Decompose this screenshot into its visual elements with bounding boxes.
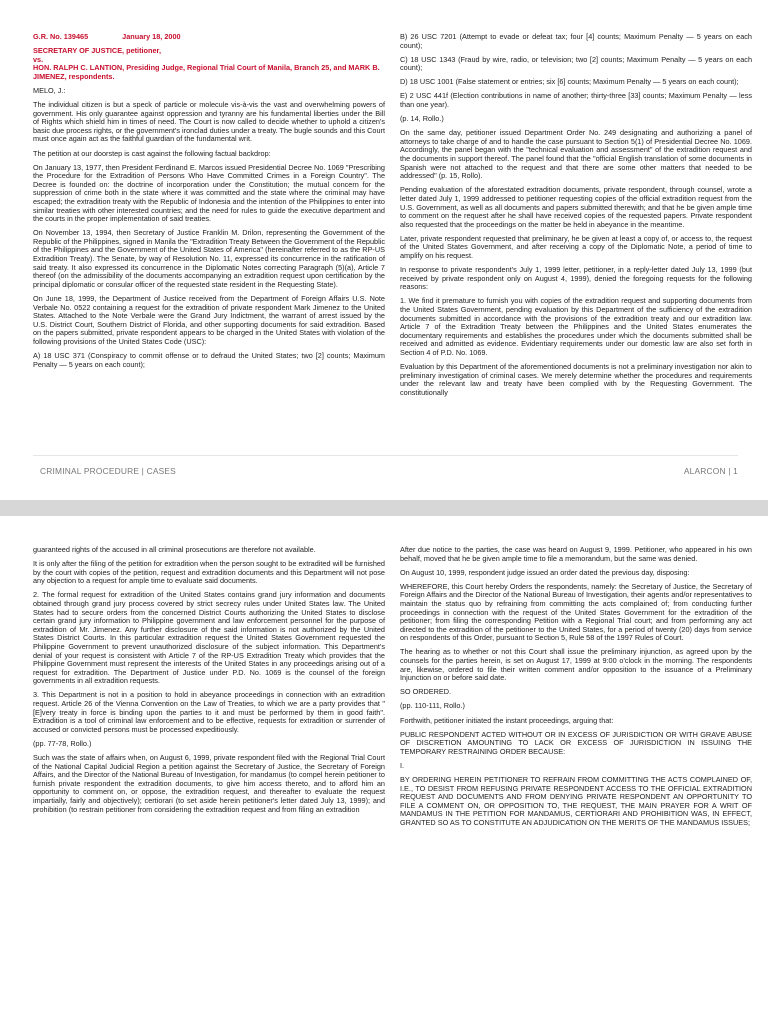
page1-left-column [33,33,385,375]
citation: (pp. 110-111, Rollo.) [400,701,465,711]
paragraph: Evaluation by this Department of the aforementioned documents is not a preliminary investigation nor akin to preliminary investigation of criminal cases. We merely determine whether the procedures and requirements under the relevant law and treaty have been complied with by the Requesting Government. The constitutionally [400,362,752,397]
paragraph: The hearing as to whether or not this Court shall issue the preliminary injunction, as agreed upon by the counsels for the parties herein, is set on August 17, 1999 at 9:00 o'clock in the morning. The respondents are, likewise, ordered to file their written comment and/or opposition to the issuance of a Preliminary Injunction on or before said date. [400,647,752,683]
paragraph: Such was the state of affairs when, on August 6, 1999, private respondent filed with the Regional Trial Court of the National Capital Judicial Region a petition against the Secretary of Justice, the Secretary of Foreign Affairs, and the Director of the National Bureau of Investigation, for mandamus (to compel herein petitioner to furnish private respondent the extradition documents, to give him access thereto, and to afford him an opportunity to comment on, or oppose, the extradition request, and thereafter to evaluate the request impartially, fairly and objectively); certiorari (to set aside herein petitioner's letter dated July 13, 1999); and prohibition (to restrain petitioner from considering the extradition request and from filing an extradition [33,752,385,814]
case-date: January 18, 2000 [122,32,181,41]
document-page-2 [0,516,768,1024]
citation: (p. 14, Rollo.) [400,114,444,124]
paragraph: In response to private respondent's July 1, 1999 letter, petitioner, in a reply-letter dated July 13, 1999 (but received by private respondent only on August 4, 1999), denied the foregoing requests for the following reasons: [400,265,752,292]
paragraph: 3. This Department is not in a position to hold in abeyance proceedings in connection with an extradition request. Article 26 of the Vienna Convention on the Law of Treaties, to which we are a party provides that "[E]very treaty in force is binding upon the parties to it and must be performed by them in good faith". Extradition is a tool of criminal law enforcement and to be effective, requests for extradition or surrender of accused or convicted persons must be processed expeditiously. [33,690,385,734]
paragraph: Later, private respondent requested that preliminary, he be given at least a copy of, or access to, the request of the United States Government, and after receiving a copy of the Diplomatic Note, a period of time to amplify on his request. [400,233,752,260]
paragraph: SO ORDERED. [400,687,452,697]
page2-right-column [400,546,752,833]
ponente: MELO, J.: [33,85,66,95]
paragraph: On the same day, petitioner issued Department Order No. 249 designating and authorizing a panel of attorneys to take charge of and to handle the case pursuant to Section 5(1) of Presidential Decree No. 1069. Accordingly, the panel began with the "technical evaluation and assessment" of the extradition request and the documents in support thereof. The panel found that the "official English translation of some documents in Spanish were not attached to the request and that there are some other matters that needed to be addressed" (p. 15, Rollo). [400,128,752,181]
paragraph: 1. We find it premature to furnish you with copies of the extradition request and supporting documents from the United States Government, pending evaluation by this Department of the sufficiency of the extradition documents submitted in accordance with the provisions of the extradition treaty and our extradition law. Article 7 of the Extradition Treaty between the Philippines and the United States enumerates the documentary requirements and establishes the procedures under which the documents submitted shall be received and admitted as evidence. Evidentiary requirements under our domestic law are also set forth in Section 4 of P.D. No. 1069. [400,296,752,357]
paragraph: C) 18 USC 1343 (Fraud by wire, radio, or television; two [2] counts; Maximum Penalty — 5 years on each count); [400,54,752,73]
versus-line: vs. [33,54,44,64]
paragraph: On January 13, 1977, then President Ferdinand E. Marcos issued Presidential Decree No. 1069 "Prescribing the Procedure for the Extradition of Persons Who Have Committed Crimes in a Foreign Country". The Decree is founded on: the doctrine of incorporation under the Constitution; the mutual concern for the suppression of crime both in the state where it was committed and the state where the criminal may have escaped; the extradition treaty with the Republic of Indonesia and the intention of the Philippines to enter into similar treaties with other interested countries; and the need for rules to guide the executive department and the courts in the proper implementation of said treaties. [33,162,385,224]
paragraph: The petition at our doorstep is cast against the following factual backdrop: [33,148,271,158]
case-number-line [33,33,385,42]
paragraph: I. [400,760,405,770]
paragraph: A) 18 USC 371 (Conspiracy to commit offense or to defraud the United States; two [2] counts; Maximum Penalty — 5 years on each count); [33,351,385,369]
petitioner-line: SECRETARY OF JUSTICE, petitioner, [33,46,161,56]
document-page-1 [0,0,768,500]
page1-right-column [400,33,752,403]
citation: (pp. 77-78, Rollo.) [33,738,92,748]
paragraph: E) 2 USC 441f (Election contributions in name of another; thirty-three [33] counts; Maximum Penalty — less than one year). [400,91,752,110]
respondents-line: HON. RALPH C. LANTION, Presiding Judge, Regional Trial Court of Manila, Branch 25, and MARK B. JIMENEZ, respondents. [33,63,380,81]
case-number: G.R. No. 139465 [33,32,89,41]
footer-left: CRIMINAL PROCEDURE | CASES [40,466,176,476]
paragraph: 2. The formal request for extradition of the United States contains grand jury information and documents obtained through grand jury process covered by strict secrecy rules under United States law. The United States had to secure orders from the concerned District Courts authorizing the United States to disclose certain grand jury information to Philippine government and law enforcement personnel for the purpose of extradition of Mr. Jimenez. Any further disclosure of the said information is not authorized by the United States District Courts. In this particular extradition request the United States Government requested the Philippine Government to prevent unauthorized disclosure of the subject information. This Department's denial of your request is consistent with Article 7 of the RP-US Extradition Treaty which provides that the Philippine Government must represent the interests of the United States in any proceedings arising out of a request for extradition. The Department of Justice under P.D. No. 1069 is the counsel of the foreign governments in all extradition requests. [33,590,385,686]
footer-right: ALARCON | 1 [683,466,738,476]
page2-left-column [33,546,385,820]
paragraph: On August 10, 1999, respondent judge issued an order dated the previous day, disposing: [400,567,690,577]
paragraph: On November 13, 1994, then Secretary of Justice Franklin M. Drilon, representing the Government of the Republic of the Philippines, signed in Manila the "Extradition Treaty Between the Government of the Republic of the Philippines and the Government of the United States of America" (hereinafter referred to as the RP-US Extradition Treaty). The Senate, by way of Resolution No. 11, expressed its concurrence in the ratification of said treaty. It also expressed its concurrence in the Diplomatic Notes correcting Paragraph (5)(a), Article 7 thereof (on the admissibility of the documents accompanying an extradition request upon certification by the principal diplomatic or consular officer of the requested state resident in the Requesting State). [33,228,385,289]
paragraph: PUBLIC RESPONDENT ACTED WITHOUT OR IN EXCESS OF JURISDICTION OR WITH GRAVE ABUSE OF DISCRETION AMOUNTING TO LACK OR EXCESS OF JURISDICTION IN ISSUING THE TEMPORARY RESTRAINING ORDER BECAUSE: [400,729,752,756]
paragraph: B) 26 USC 7201 (Attempt to evade or defeat tax; four [4] counts; Maximum Penalty — 5 years on each count); [400,32,752,50]
paragraph: Pending evaluation of the aforestated extradition documents, private respondent, through counsel, wrote a letter dated July 1, 1999 addressed to petitioner requesting copies of the official extradition request from the U.S. Government, as well as all documents and papers submitted therewith; and that he be given ample time to comment on the request after he shall have received copies of the requested papers. Private respondent also requested that the proceedings on the matter be held in abeyance in the meantime. [400,185,752,229]
paragraph: WHEREFORE, this Court hereby Orders the respondents, namely: the Secretary of Justice, the Secretary of Foreign Affairs and the Director of the National Bureau of Investigation, their agents and/or representatives to maintain the status quo by refraining from committing the acts complained of; from conducting further proceedings in connection with the request of the United States Government for the extradition of the petitioner; from filing the corresponding Petition with a Regional Trial court; and from performing any act directed to the extradition of the petitioner to the United States, for a period of twenty (20) days from service on respondents of this Order, pursuant to Section 5, Rule 58 of the 1997 Rules of Court. [400,581,752,643]
page-separator [0,500,768,516]
paragraph: The individual citizen is but a speck of particle or molecule vis-à-vis the vast and overwhelming powers of government. His only guarantee against oppression and tyranny are his fundamental liberties under the Bill of Rights which shield him in times of need. The Court is now called to decide whether to uphold a citizen's basic due process rights, or the government's ironclad duties under a treaty. The bugle sounds and this Court must once again act as the faithful guardian of the fundamental writ. [33,100,385,144]
paragraph: BY ORDERING HEREIN PETITIONER TO REFRAIN FROM COMMITTING THE ACTS COMPLAINED OF, I.E., TO DESIST FROM REFUSING PRIVATE RESPONDENT ACCESS TO THE OFFICIAL EXTRADITION REQUEST AND DOCUMENTS AND FROM DENYING PRIVATE RESPONDENT AN OPPORTUNITY TO FILE A COMMENT ON, OR OPPOSITION TO, THE REQUEST, THE MAIN PRAYER FOR A WRIT OF MANDAMUS IN THE PETITION FOR MANDAMUS, CERTIORARI AND PROHIBITION WAS, IN EFFECT, GRANTED SO AS TO CONSTITUTE AN ADJUDICATION ON THE MERITS OF THE MANDAMUS ISSUES; [400,774,752,827]
paragraph: D) 18 USC 1001 (False statement or entries; six [6] counts; Maximum Penalty — 5 years on each count); [400,77,739,87]
paragraph: guaranteed rights of the accused in all criminal prosecutions are therefore not available. [33,545,316,554]
paragraph: After due notice to the parties, the case was heard on August 9, 1999. Petitioner, who appeared in his own behalf, moved that he be given ample time to file a memorandum, but the same was denied. [400,545,752,563]
paragraph: On June 18, 1999, the Department of Justice received from the Department of Foreign Affairs U.S. Note Verbale No. 0522 containing a request for the extradition of private respondent Mark Jimenez to the United States. Attached to the Note Verbale were the Grand Jury Indictment, the warrant of arrest issued by the U.S. District Court, Southern District of Florida, and other supporting documents for said extradition. Based on the papers submitted, private respondent appears to be charged in the United States with violation of the following provisions of the United States Code (USC): [33,293,385,346]
footer-divider [33,455,738,456]
paragraph: It is only after the filing of the petition for extradition when the person sought to be extradited will be furnished by the court with copies of the petition, request and extradition documents and this Department will not pose any objection to a request for ample time to evaluate said documents. [33,559,385,586]
paragraph: Forthwith, petitioner initiated the instant proceedings, arguing that: [400,715,614,725]
